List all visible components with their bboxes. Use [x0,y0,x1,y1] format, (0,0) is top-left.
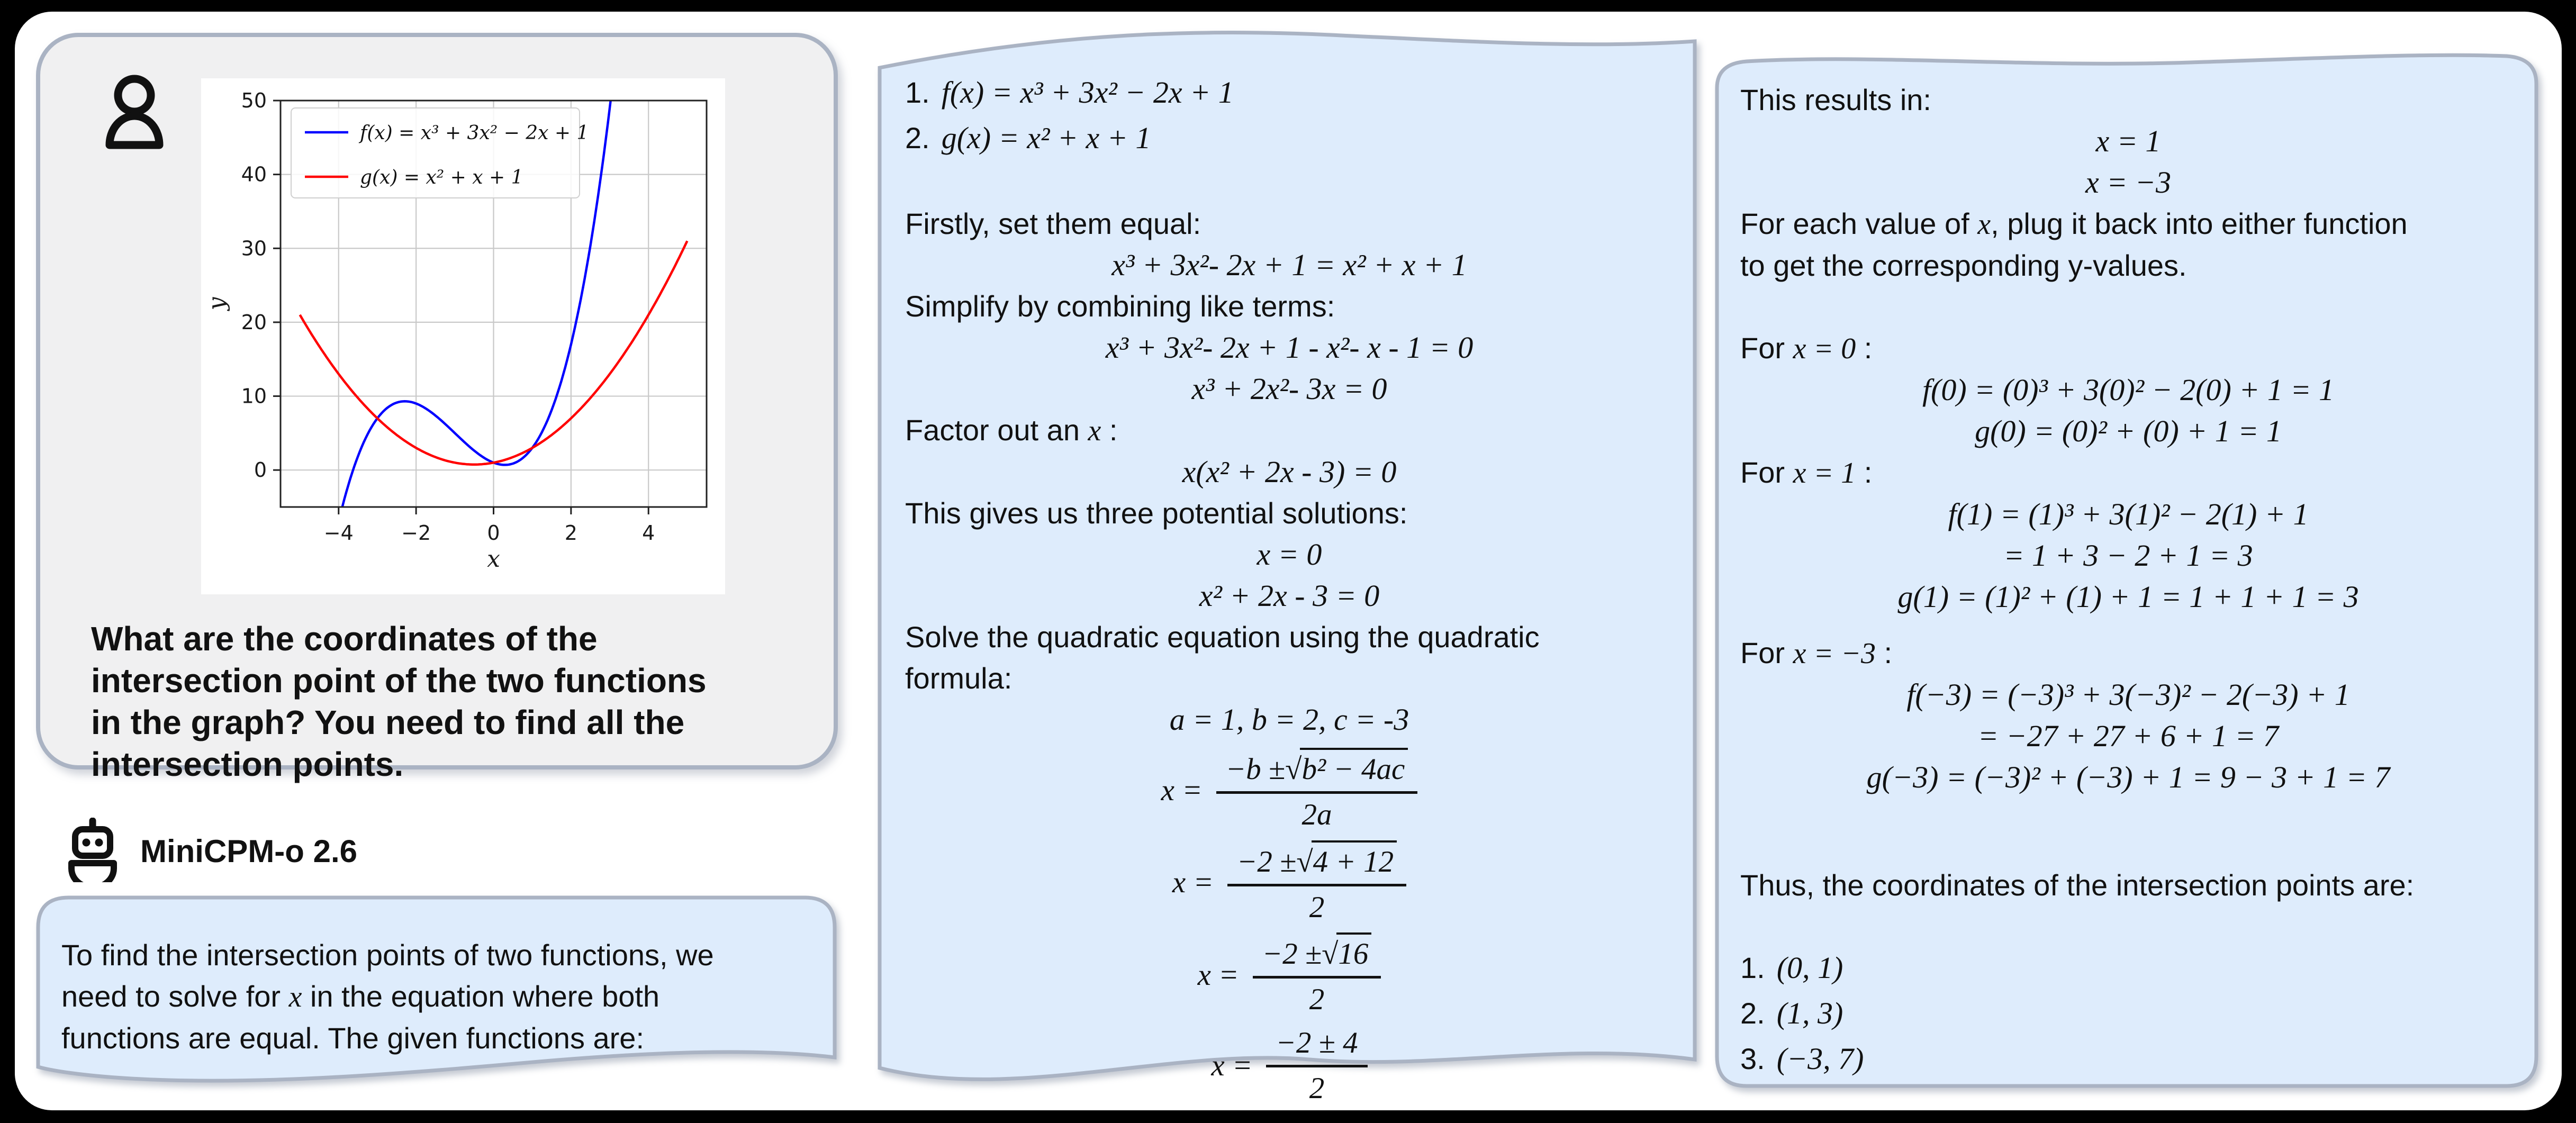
function-item-2: 2. g(x) = x² + x + 1 [905,121,1151,155]
radical-sign: √ [1322,937,1339,971]
model-row [66,818,357,885]
radical-sign: √ [1285,753,1302,786]
math-expr: x = 1 [1793,457,1856,490]
user-icon [103,72,166,154]
math-expr: x = 0 [1793,332,1856,365]
step-label: This results in: [1740,83,1931,116]
equation: g(0) = (0)² + (0) + 1 = 1 [1975,414,2282,448]
case-label: For x = 0 : [1740,331,1873,365]
question-line: intersection point of the two functions [91,662,707,700]
model-name: MiniCPM-o 2.6 [140,834,358,869]
function-plot [201,78,725,594]
function-plot-figure [201,78,725,594]
equation-substituted: x = −2 ± √ 4 + 12 2 [905,840,1674,926]
equation: f(−3) = (−3)³ + 3(−3)² − 2(−3) + 1 [1906,677,2350,712]
step-label: Factor out an x : [905,413,1118,447]
intro-line: To find the intersection points of two functions, we [61,938,714,972]
equation: x = −3 [2085,165,2172,200]
step-label: formula: [905,662,1013,695]
svg-text:2: 2 [564,521,577,545]
intro-text [36,893,838,1059]
case-label: For x = −3 : [1740,636,1893,670]
step-label: Firstly, set them equal: [905,207,1201,240]
model-answer-middle [875,16,1699,1109]
svg-text:0: 0 [254,458,267,482]
radicand: 16 [1336,932,1371,972]
equation: x³ + 2x²- 3x = 0 [1191,372,1387,406]
equation: g(1) = (1)² + (1) + 1 = 1 + 1 + 1 = 3 [1897,579,2359,614]
svg-text:y: y [203,297,230,311]
svg-text:f(x) = x³ + 3x² − 2x + 1: f(x) = x³ + 3x² − 2x + 1 [360,122,589,144]
radical-sign: √ [1296,845,1313,879]
step-label: This gives us three potential solutions: [905,496,1408,530]
step-label: to get the corresponding y-values. [1740,249,2187,282]
right-content [1714,49,2539,1082]
svg-text:−2: −2 [401,521,431,545]
equation-sqrt16: x = −2 ± √ 16 2 [905,932,1674,1018]
equation: x² + 2x - 3 = 0 [1199,578,1380,613]
equation: x = 1 [2095,124,2161,158]
equation: a = 1, b = 2, c = -3 [1169,702,1409,737]
svg-text:4: 4 [642,521,655,545]
intersection-point-1: 1. (0, 1) [1740,950,1843,985]
question-line: intersection points. [91,745,404,783]
user-question [91,618,843,785]
model-intro-bubble [36,893,838,1098]
svg-text:30: 30 [241,237,267,260]
middle-content [875,16,1699,1106]
equation-quadratic-formula: x = −b ± √ b² − 4ac 2a [905,748,1674,833]
svg-text:g(x) = x² + x + 1: g(x) = x² + x + 1 [360,167,523,188]
step-label: Solve the quadratic equation using the quadratic [905,620,1540,654]
conclusion-label: Thus, the coordinates of the intersection points are: [1740,868,2415,902]
svg-text:x: x [487,546,500,573]
radicand: 4 + 12 [1312,840,1397,880]
equation: f(1) = (1)³ + 3(1)² − 2(1) + 1 [1948,497,2309,531]
question-line: in the graph? You need to find all the [91,703,685,741]
svg-text:40: 40 [241,162,267,186]
intersection-point-2: 2. (1, 3) [1740,996,1843,1030]
svg-text:50: 50 [241,89,267,112]
equation: x³ + 3x²- 2x + 1 - x²- x - 1 = 0 [1105,330,1474,365]
equation: = 1 + 3 − 2 + 1 = 3 [2003,538,2253,573]
equation: x(x² + 2x - 3) = 0 [1182,455,1397,489]
math-x: x [1088,414,1101,447]
figure-canvas [15,12,2562,1110]
math-x: x [288,981,302,1013]
svg-text:0: 0 [487,521,500,545]
equation: = −27 + 27 + 6 + 1 = 7 [1977,719,2279,753]
question-line: What are the coordinates of the [91,620,598,658]
equation-final-fraction: x = $\frac{-2 \pm 4}{2}$ [905,1025,1674,1107]
radicand: b² − 4ac [1300,748,1408,787]
svg-text:20: 20 [241,310,267,334]
intersection-point-3: 3. (−3, 7) [1740,1042,1864,1076]
equation: f(0) = (0)³ + 3(0)² − 2(0) + 1 = 1 [1922,373,2335,407]
svg-text:10: 10 [241,384,267,408]
equation: g(−3) = (−3)² + (−3) + 1 = 9 − 3 + 1 = 7 [1866,760,2390,794]
model-answer-right [1714,49,2539,1092]
step-label: For each value of x, plug it back into either function [1740,207,2408,241]
function-item-1: 1. f(x) = x³ + 3x² − 2x + 1 [905,75,1234,110]
math-expr: x = −3 [1793,637,1876,670]
equation: x³ + 3x²- 2x + 1 = x² + x + 1 [1111,248,1467,282]
math-x: x [1977,208,1991,241]
intro-line: functions are equal. The given functions are: [61,1021,644,1055]
user-message-panel [36,33,838,783]
case-label: For x = 1 : [1740,456,1873,490]
equation: x = 0 [1257,537,1322,572]
robot-icon [66,818,119,885]
svg-text:−4: −4 [323,521,354,545]
intro-line: need to solve for x in the equation where both [61,980,660,1013]
step-label: Simplify by combining like terms: [905,289,1335,323]
